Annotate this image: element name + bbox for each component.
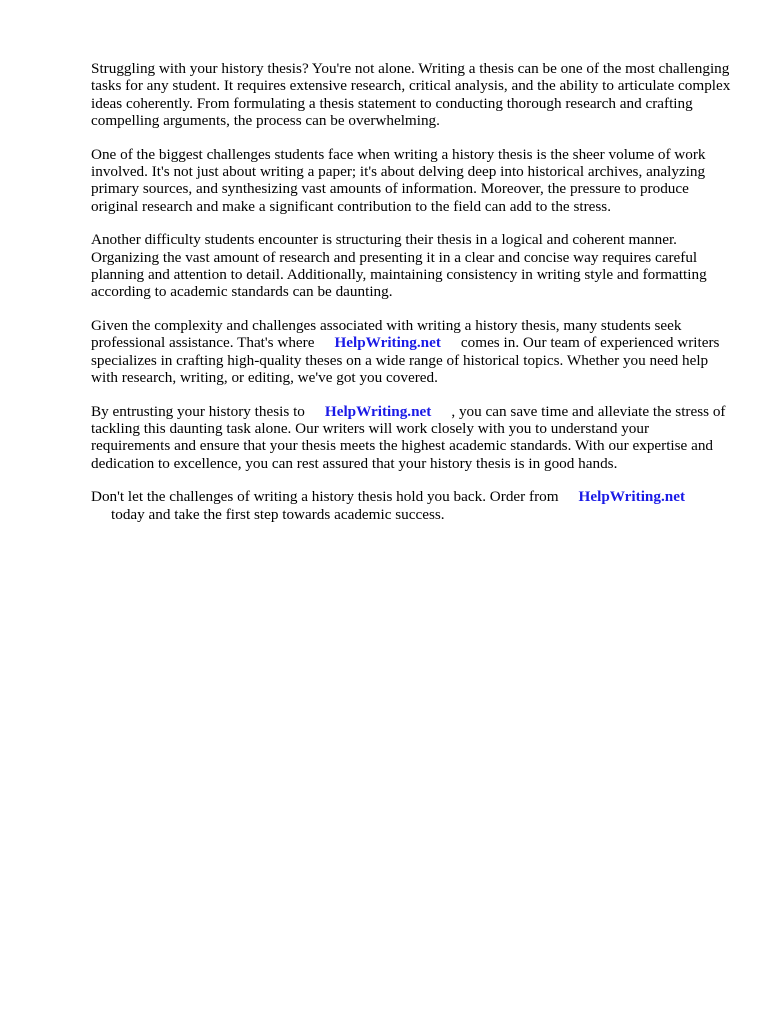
document-page [91,60,731,539]
paragraph-entrusting-text-after: , you can save time and alleviate the stress of tackling this daunting task alone. Our writers will work closely with you to understand your requirements and ensure that your thesis meets the highest academic standards. With our expertise and dedication to excellence, you can rest assured that your history thesis is in good hands. [91,402,726,472]
paragraph-assistance-text-before: Given the complexity and challenges associated with writing a history thesis, many students seek professional assistance. That's where [91,316,682,352]
paragraph-assistance [91,317,731,387]
paragraph-entrusting-text-before: By entrusting your history thesis to [91,402,305,420]
paragraph-intro: Struggling with your history thesis? You're not alone. Writing a thesis can be one of the most challenging tasks for any student. It requires extensive research, critical analysis, and the ability to articulate complex ideas coherently. From formulating a thesis statement to conducting thorough research and crafting compelling arguments, the process can be overwhelming. [91,60,731,130]
paragraph-challenges: One of the biggest challenges students face when writing a history thesis is the sheer volume of work involved. It's not just about writing a paper; it's about delving deep into historical archives, analyzing primary sources, and synthesizing vast amounts of information. Moreover, the pressure to produce original research and make a significant contribution to the field can add to the stress. [91,145,706,215]
paragraph-call-to-action [91,488,731,523]
helpwriting-link[interactable]: HelpWriting.net [324,402,432,420]
helpwriting-link[interactable]: HelpWriting.net [578,488,686,506]
paragraph-structure: Another difficulty students encounter is structuring their thesis in a logical and coherent manner. Organizing the vast amount of research and presenting it in a clear and concise way requires careful planning and attention to detail. Additionally, maintaining consistency in writing style and formatting according to academic standards can be daunting. [91,231,707,301]
helpwriting-link[interactable]: HelpWriting.net [334,334,441,352]
paragraph-assistance-text-after: comes in. Our team of experienced writers specializes in crafting high-quality theses on a wide range of historical topics. Whether you need help with research, writing, or editing, we've got you covered. [91,334,720,387]
paragraph-entrusting [91,403,731,473]
paragraph-cta-text-after: today and take the first step towards academic success. [111,505,445,523]
paragraph-cta-text-before: Don't let the challenges of writing a history thesis hold you back. Order from [91,488,559,506]
